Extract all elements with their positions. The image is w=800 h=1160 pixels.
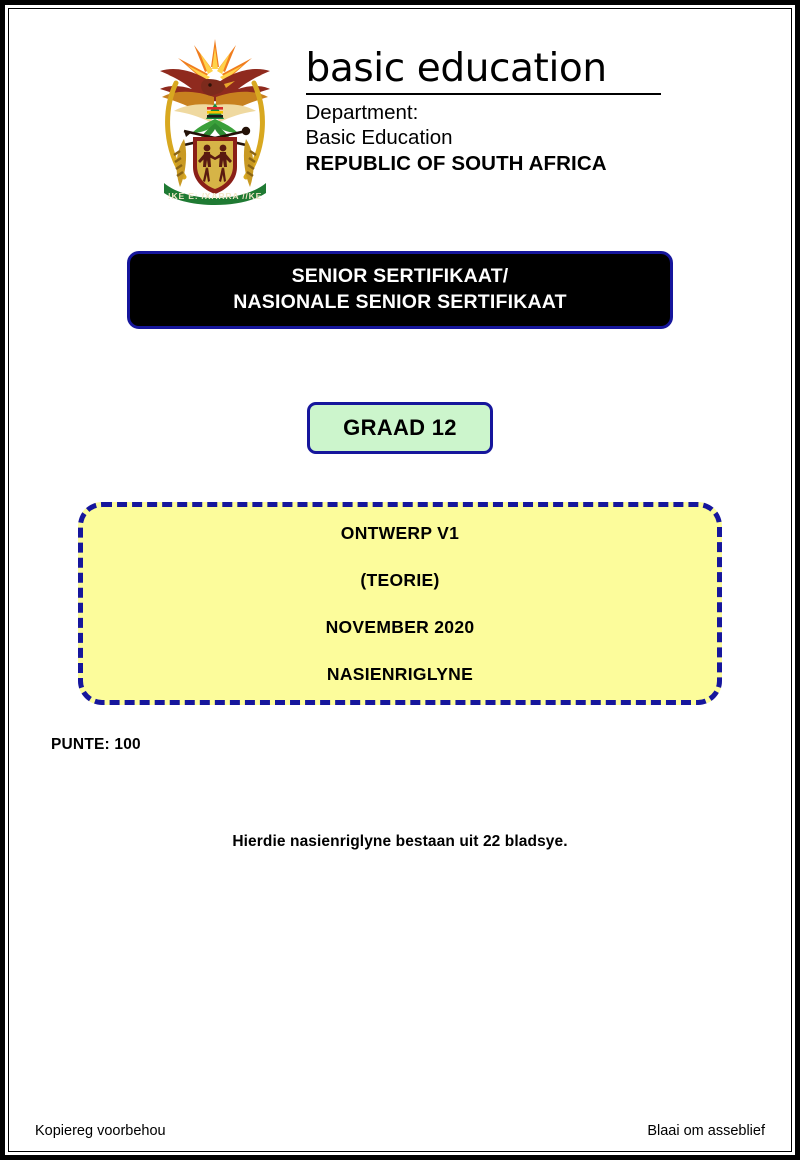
basic-education-wordmark: basic education: [305, 46, 607, 91]
paper-exam-session: NOVEMBER 2020: [325, 616, 475, 637]
page-count-note: Hierdie nasienriglyne bestaan uit 22 bladsye.: [232, 833, 568, 850]
page-inner-rule: [8, 8, 792, 1152]
certificate-banner-line-1: SENIOR SERTIFIKAAT/: [291, 265, 509, 288]
marks-line: PUNTE: 100: [51, 736, 141, 753]
grade-chip: [307, 402, 493, 454]
page-body: [9, 9, 791, 1151]
paper-type: (TEORIE): [360, 569, 440, 590]
masthead: [35, 9, 765, 209]
paper-subject: ONTWERP V1: [340, 522, 460, 543]
certificate-banner-line-2: NASIONALE SENIOR SERTIFIKAAT: [233, 291, 567, 313]
paper-info-box: [78, 502, 722, 705]
grade-chip-label: GRAAD 12: [343, 415, 457, 440]
certificate-banner: [127, 251, 673, 329]
country-name: REPUBLIC OF SOUTH AFRICA: [305, 151, 607, 175]
wordmark-underline: [306, 93, 661, 95]
south-african-coat-of-arms-icon: [140, 27, 290, 209]
turn-over-notice: Blaai om asseblief: [647, 1123, 765, 1139]
department-name: Basic Education: [305, 126, 453, 150]
page-footer: [35, 1123, 765, 1139]
copyright-notice: Kopiereg voorbehou: [35, 1123, 166, 1139]
coat-of-arms-motto: !KE E: /XARRA //KE: [167, 191, 262, 201]
department-label: Department:: [305, 100, 419, 124]
paper-document-type: NASIENRIGLYNE: [326, 663, 474, 684]
masthead-text-block: [306, 27, 661, 176]
